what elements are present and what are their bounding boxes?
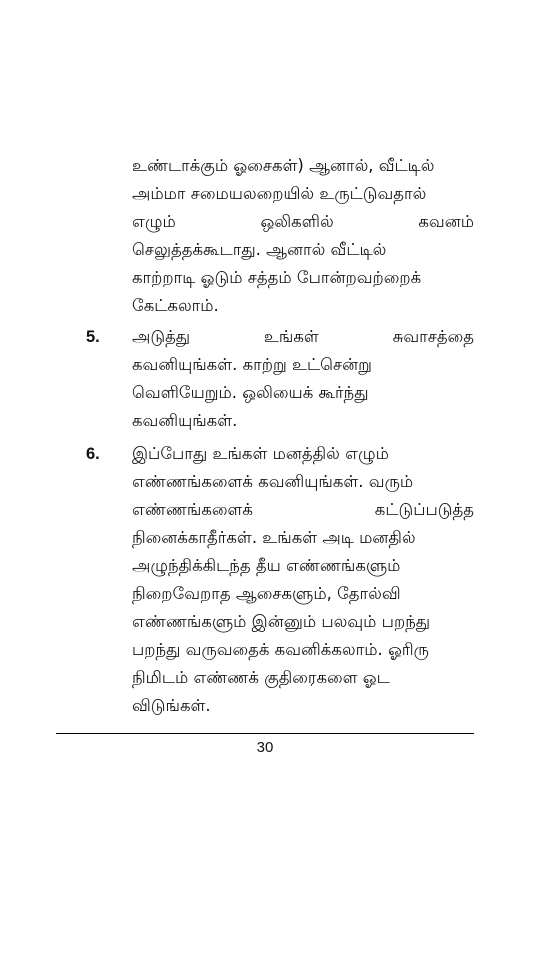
- text-segment: நிமிடம் எண்ணக் குதிரைகளை ஓட: [132, 668, 390, 687]
- text-line: [132, 208, 474, 236]
- list-item-5-text: [132, 323, 474, 435]
- text-line: [132, 152, 474, 180]
- text-segment: எண்ணங்களைக் கவனியுங்கள். வரும்: [132, 472, 414, 491]
- text-segment: உங்கள்: [263, 327, 319, 346]
- text-segment: எண்ணங்களும் இன்னும் பலவும் பறந்து: [132, 612, 431, 631]
- text-line: [132, 580, 474, 608]
- text-line: [132, 180, 474, 208]
- text-segment: எழும்: [132, 212, 176, 231]
- text-segment: இப்போது உங்கள் மனத்தில் எழும்: [132, 444, 389, 463]
- text-line: [132, 292, 474, 320]
- list-number-5: 5.: [86, 328, 100, 346]
- text-line: [132, 351, 474, 379]
- text-segment: வெளியேறும். ஒலியைக் கூர்ந்து: [132, 383, 369, 402]
- text-segment: காற்றாடி ஓடும் சத்தம் போன்றவற்றைக்: [132, 268, 422, 287]
- text-line: [132, 552, 474, 580]
- text-line: [132, 440, 474, 468]
- text-segment: விடுங்கள்.: [132, 696, 211, 715]
- text-segment: ஒலிகளில்: [260, 212, 334, 231]
- continuation-paragraph: [132, 152, 474, 320]
- page-number: 30: [256, 739, 274, 756]
- text-segment: சுவாசத்தை: [392, 327, 474, 346]
- text-line: [132, 636, 474, 664]
- list-number-6: 6.: [86, 445, 100, 463]
- text-segment: நிறைவேறாத ஆசைகளும், தோல்வி: [132, 584, 401, 603]
- text-segment: நினைக்காதீர்கள். உங்கள் அடி மனதில்: [132, 528, 416, 547]
- text-segment: உண்டாக்கும் ஓசைகள்) ஆனால், வீட்டில்: [132, 156, 435, 175]
- text-segment: பறந்து வருவதைக் கவனிக்கலாம். ஓரிரு: [132, 640, 429, 659]
- text-segment: கவனியுங்கள்.: [132, 411, 238, 430]
- text-segment: அழுந்திக்கிடந்த தீய எண்ணங்களும்: [132, 556, 401, 575]
- text-line: [132, 692, 474, 720]
- text-line: [132, 407, 474, 435]
- text-line: [132, 524, 474, 552]
- text-segment: அடுத்து: [132, 327, 191, 346]
- text-line: [132, 379, 474, 407]
- text-segment: எண்ணங்களைக்: [132, 500, 253, 519]
- text-segment: அம்மா சமையலறையில் உருட்டுவதால்: [132, 184, 427, 203]
- list-item-6-text: [132, 440, 474, 720]
- text-segment: கேட்கலாம்.: [132, 296, 219, 315]
- text-segment: கவனம்: [418, 212, 474, 231]
- text-segment: கவனியுங்கள். காற்று உட்சென்று: [132, 355, 372, 374]
- text-line: [132, 264, 474, 292]
- text-line: [132, 468, 474, 496]
- text-line: [132, 236, 474, 264]
- footer-divider: [56, 733, 474, 734]
- text-line: [132, 608, 474, 636]
- text-segment: கட்டுப்படுத்த: [374, 500, 474, 519]
- text-line: [132, 323, 474, 351]
- text-line: [132, 496, 474, 524]
- text-segment: செலுத்தக்கூடாது. ஆனால் வீட்டில்: [132, 240, 387, 259]
- text-line: [132, 664, 474, 692]
